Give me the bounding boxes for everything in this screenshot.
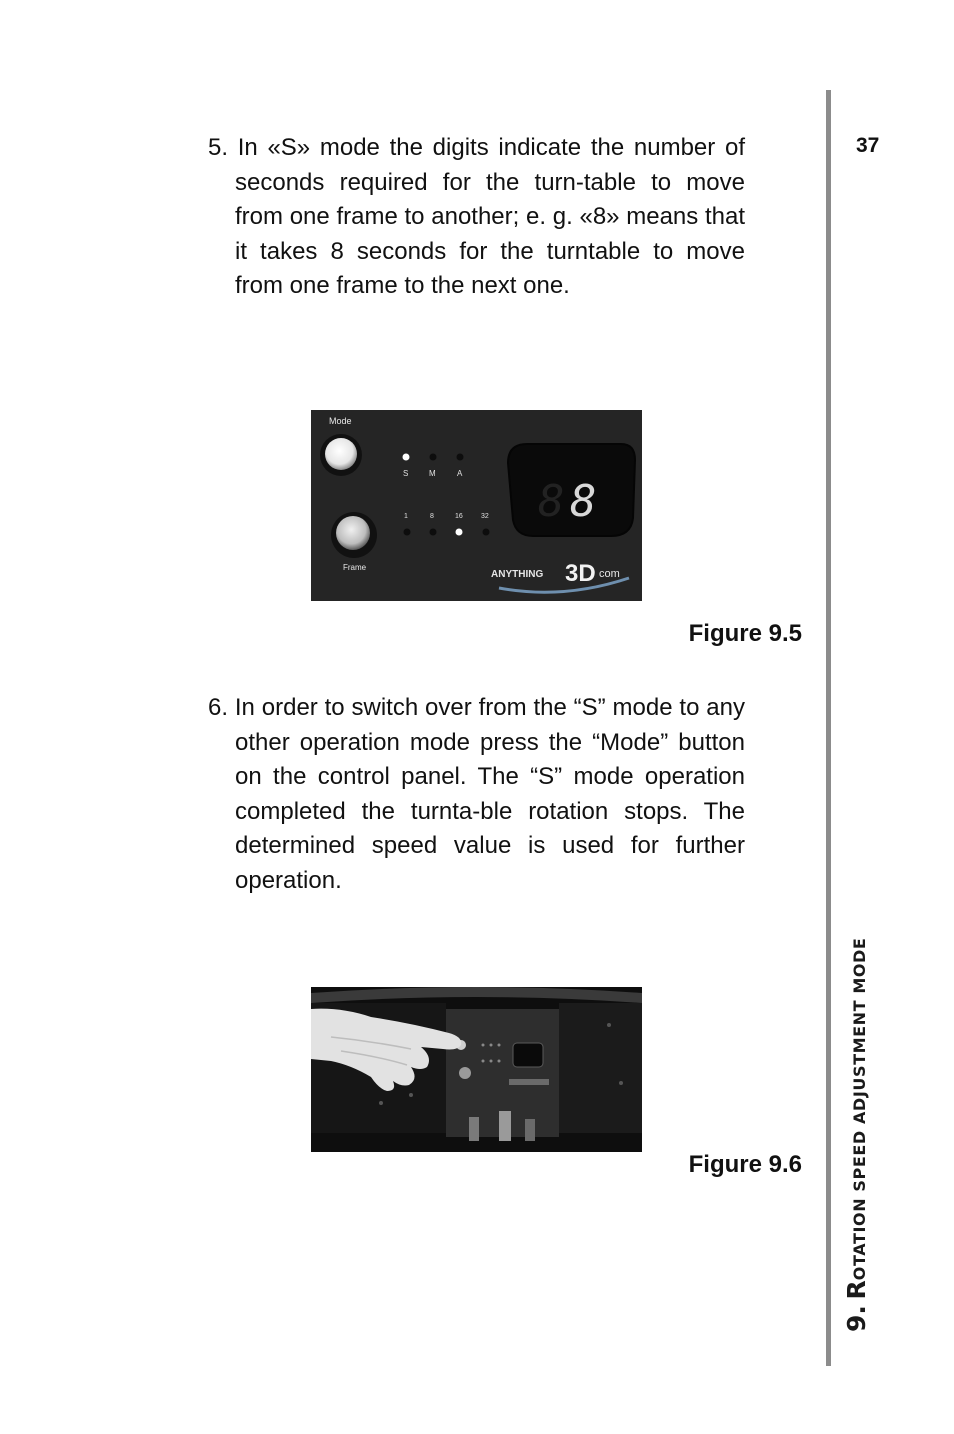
panel-led [482,1060,485,1063]
screw [619,1081,623,1085]
led-1 [404,529,411,536]
panel-display [513,1043,543,1067]
panel-led [490,1060,493,1063]
panel-frame-button [459,1067,471,1079]
led-32 [483,529,490,536]
figure-9-5-photo [311,410,642,601]
logo-prefix: ANYTHING [491,569,544,580]
chapter-side-title [842,938,871,1332]
led-label-a: A [457,469,463,478]
chapter-title-rest: OTATION SPEED ADJUSTMENT MODE [850,937,869,1281]
led-label-16: 16 [455,513,463,520]
screw [409,1093,413,1097]
logo-main: 3D [565,560,596,587]
panel-led [490,1044,493,1047]
display-ghost-digit: 8 [538,476,565,527]
led-8 [430,529,437,536]
panel-logo [509,1079,549,1085]
figure-caption-9-6: Figure 9.6 [688,1151,802,1178]
led-label-m: M [429,469,436,478]
led-m [430,454,437,461]
screw [607,1023,611,1027]
led-label-32: 32 [481,513,489,520]
panel-led [498,1044,501,1047]
logo-suffix: com [599,568,620,580]
led-label-8: 8 [430,513,434,520]
figure-9-6-photo [311,987,642,1152]
paragraph-step-5: 5. In «S» mode the digits indicate the number of seconds required for the turn-table to move from one frame to another; e. g. «8» means that it takes 8 seconds for the turntable to move from one frame to the next one. [208,134,745,299]
figure-caption-9-5: Figure 9.5 [688,620,802,647]
connector-left [469,1117,479,1141]
connector-middle [499,1111,511,1141]
panel-led [498,1060,501,1063]
chapter-title-initial: R [842,1280,871,1300]
mode-button [325,438,357,470]
screw [379,1101,383,1105]
panel-led [482,1044,485,1047]
chapter-number: 9. [842,1305,871,1332]
connector-right [525,1119,535,1141]
page-number: 37 [856,134,880,157]
led-16 [456,529,463,536]
led-s [403,454,410,461]
led-label-s: S [403,469,409,478]
paragraph-step-6: 6. In order to switch over from the “S” mode to any other operation mode press the “Mode” button on the control panel. The “S” mode operation completed the turnta-ble rotation stops. The determined speed value is used for further operation. [208,694,745,894]
mode-button-label: Mode [329,416,352,426]
led-a [457,454,464,461]
vertical-rule [826,90,831,1366]
frame-button [336,516,370,550]
led-label-1: 1 [404,513,408,520]
turntable-base-right [559,1003,642,1133]
display-digit: 8 [570,476,597,527]
frame-button-label: Frame [343,563,367,572]
